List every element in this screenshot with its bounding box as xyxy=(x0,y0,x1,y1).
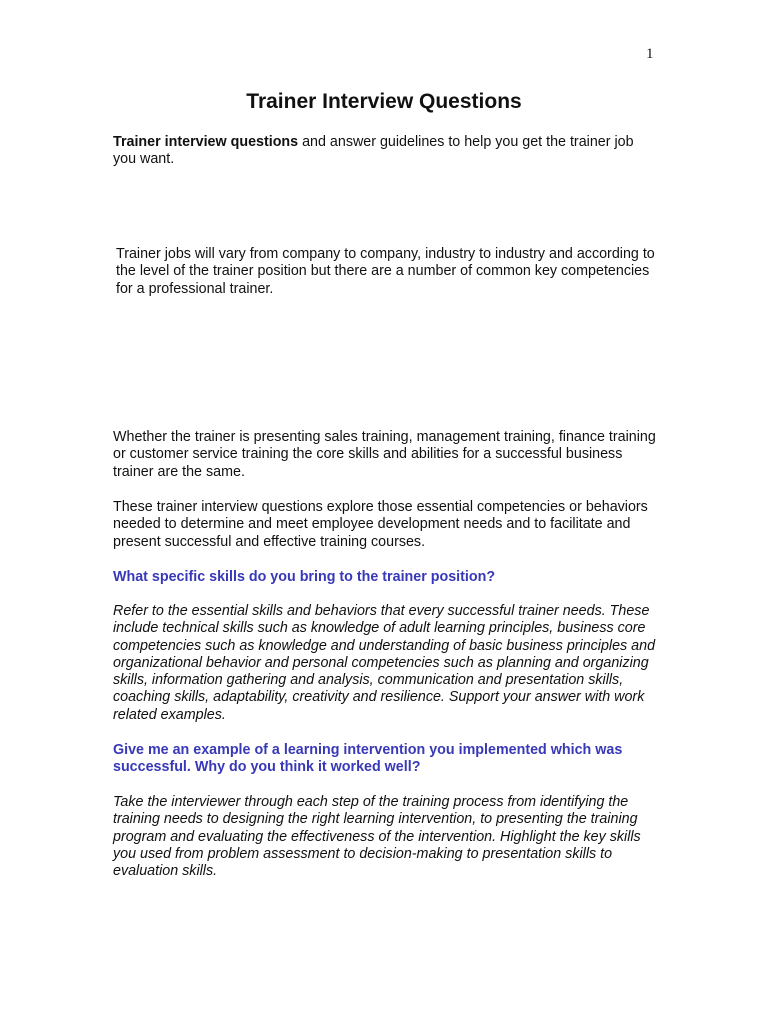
intro-bold-lead: Trainer interview questions xyxy=(113,134,299,150)
intro-paragraph xyxy=(113,134,658,169)
page-number: 1 xyxy=(646,46,654,62)
intro-rest: and answer guidelines to help you get the trainer job you want. xyxy=(113,134,634,168)
body-paragraph-2: These trainer interview questions explore those essential competencies or behaviors needed to determine and meet employee development needs and to facilitate and present successful and effective training courses. xyxy=(113,499,648,550)
question-heading-2: Give me an example of a learning intervention you implemented which was successful. Why do you think it worked well? xyxy=(113,742,623,776)
question-heading-1: What specific skills do you bring to the trainer position? xyxy=(113,569,496,585)
body-paragraph-1: Whether the trainer is presenting sales training, management training, finance training or customer service training the core skills and abilities for a successful business trainer are the same. xyxy=(113,429,656,480)
document-title: Trainer Interview Questions xyxy=(246,90,522,113)
answer-guideline-1: Refer to the essential skills and behaviors that every successful trainer needs. These include technical skills such as knowledge of adult learning principles, business core competencies such as knowledge and understanding of basic business principles and organizational behavior and personal competencies such as planning and organizing skills, information gathering and analysis, communication and presentation skills, coaching skills, adaptability, creativity and resilience. Support your answer with work related examples. xyxy=(113,603,656,723)
answer-guideline-2: Take the interviewer through each step of the training process from identifying the training needs to designing the right learning intervention, to presenting the training program and evaluating the effectiveness of the intervention. Highlight the key skills you used from problem assessment to decision-making to presentation skills to evaluation skills. xyxy=(113,794,641,880)
competencies-paragraph: Trainer jobs will vary from company to company, industry to industry and according to the level of the trainer position but there are a number of common key competencies for a professional trainer. xyxy=(116,246,655,297)
